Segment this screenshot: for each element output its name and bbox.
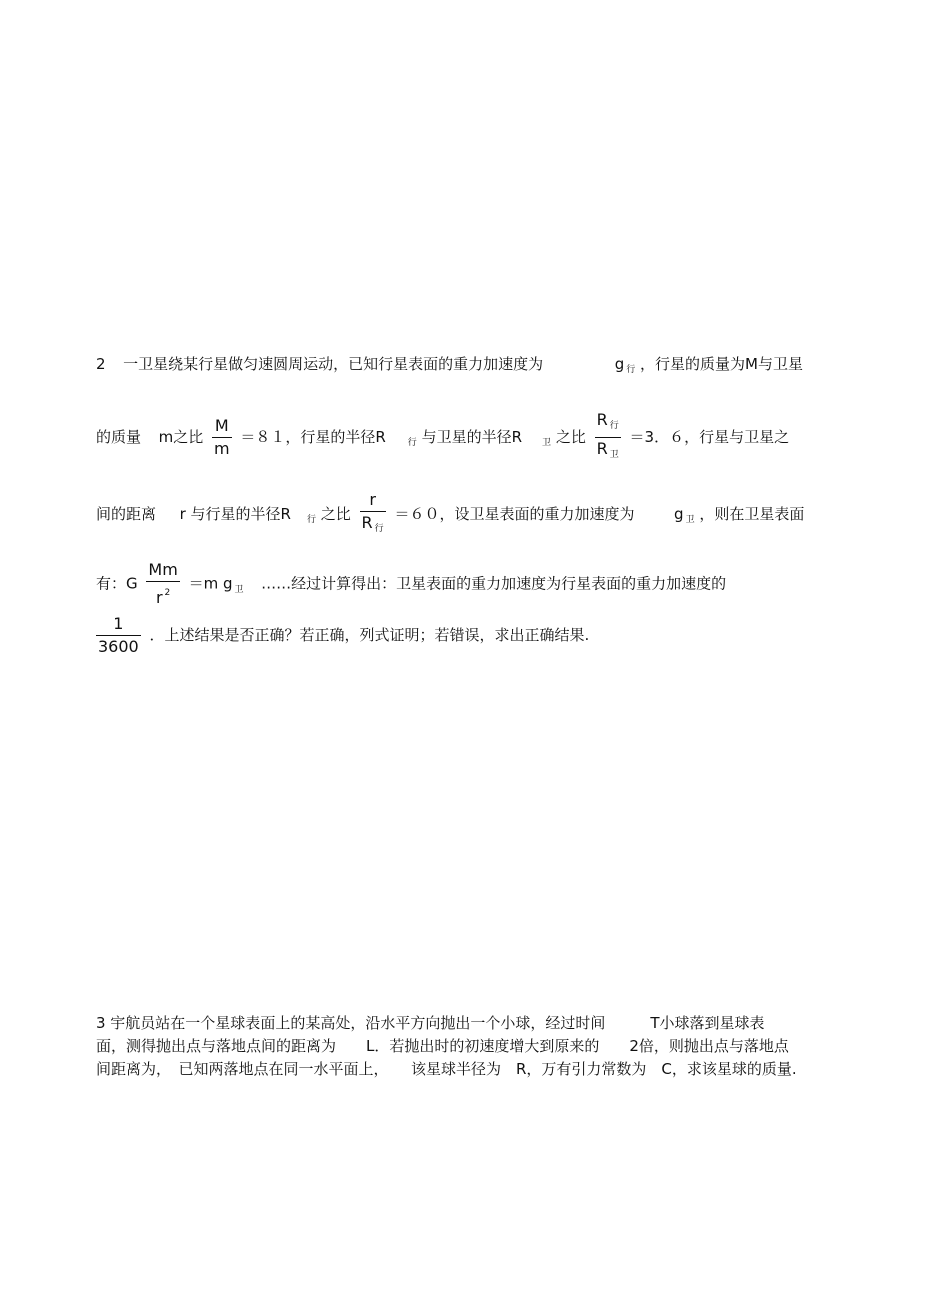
- subscript: 卫: [234, 584, 244, 595]
- problem2-text: ＝８１，行星的半径R: [240, 428, 386, 446]
- fraction-denominator: 3600: [98, 637, 139, 656]
- fraction-numerator: R $_行$: [596, 410, 619, 431]
- problem2-text: 之比: [555, 428, 586, 446]
- fraction-numerator: Mm: [148, 560, 178, 579]
- problem2-text: 的质量: [96, 428, 142, 446]
- g-satellite: g: [674, 505, 684, 523]
- subscript: 卫: [685, 515, 695, 525]
- subscript: 行: [306, 515, 316, 525]
- fraction-denominator: m: [213, 439, 230, 458]
- problem2-text: ．上述结果是否正确？若正确，列式证明；若错误，求出正确结果.: [149, 626, 590, 644]
- fraction-denominator: R $_行$: [361, 513, 384, 534]
- problem2-text: 有：G: [96, 574, 138, 593]
- problem2-line1: [96, 354, 803, 380]
- problem2-line2: [96, 410, 789, 465]
- fraction-denominator: r $^2$: [155, 588, 171, 607]
- radius-ratio-fraction: [595, 410, 621, 465]
- problem2-number: 2: [96, 355, 106, 373]
- problem2-text: r 与行星的半径R: [179, 505, 291, 523]
- fraction-bar: [212, 437, 232, 438]
- problem2-text: 之比: [320, 505, 351, 523]
- problem2-line4: [96, 560, 726, 608]
- problem2-text: m之比: [158, 428, 204, 446]
- fraction-bar: [595, 437, 621, 438]
- problem2-text: ，行星的质量为M与卫星: [640, 355, 803, 373]
- g-planet: g: [614, 355, 625, 373]
- problem2-text: ，则在卫星表面: [699, 505, 805, 523]
- problem2-line5: [96, 614, 589, 657]
- mass-ratio-fraction: [212, 416, 232, 459]
- problem2-text: 一卫星绕某行星做匀速圆周运动，已知行星表面的重力加速度为: [123, 355, 544, 373]
- problem2-text: 与卫星的半径R: [421, 428, 523, 446]
- problem2-line3: [96, 490, 804, 539]
- g-planet-subscript: 行: [626, 365, 636, 375]
- fraction-bar: [96, 635, 141, 636]
- problem3-line2: 面，测得抛出点与落地点间的距离为 L．若抛出时的初速度增大到原来的 2倍，则抛出点与落地点: [96, 1037, 789, 1055]
- problem2-text: ＝６０，设卫星表面的重力加速度为: [394, 505, 635, 523]
- subscript: 卫: [542, 438, 552, 448]
- problem2-text: ＝m g: [188, 574, 233, 593]
- fraction-numerator: r: [369, 490, 376, 509]
- subscript: 行: [407, 438, 417, 448]
- fraction-bar: [146, 581, 179, 582]
- fraction-denominator: R $_卫$: [596, 439, 619, 460]
- fraction-numerator: M: [214, 416, 229, 435]
- result-fraction: [96, 614, 141, 657]
- problem2-text: 间的距离: [96, 505, 157, 523]
- fraction-numerator: 1: [113, 614, 124, 633]
- fraction-bar: [360, 511, 386, 512]
- problem2-text: ＝3．６，行星与卫星之: [629, 428, 790, 446]
- gravity-formula-fraction: [146, 560, 179, 608]
- problem3-line1: 3 宇航员站在一个星球表面上的某高处，沿水平方向抛出一个小球，经过时间 T小球落到星球表: [96, 1014, 765, 1032]
- distance-ratio-fraction: [360, 490, 386, 539]
- problem3-line3: 间距离为， 已知两落地点在同一水平面上， 该星球半径为 R，万有引力常数为 C，求该星球的质量.: [96, 1060, 797, 1078]
- problem2-text: ……经过计算得出：卫星表面的重力加速度为行星表面的重力加速度的: [261, 574, 727, 593]
